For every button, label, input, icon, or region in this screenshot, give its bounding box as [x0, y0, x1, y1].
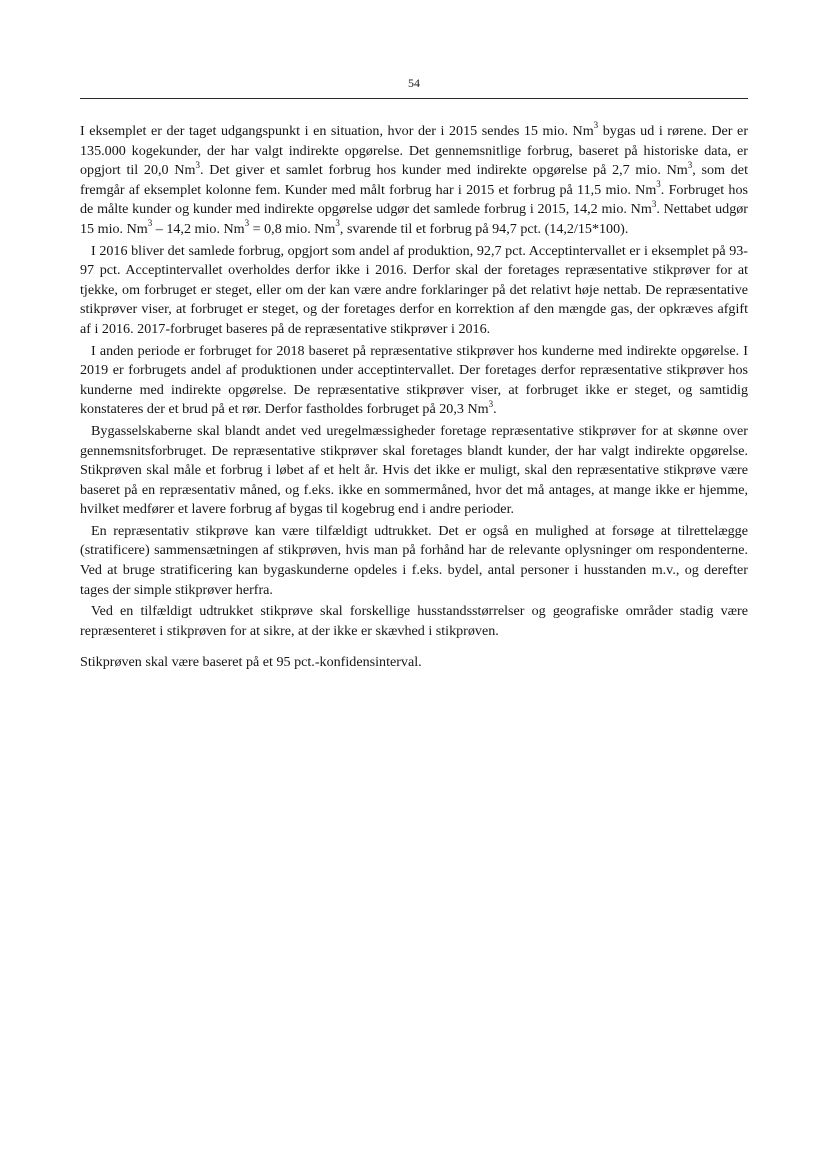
body-text: [80, 122, 748, 675]
superscript: 3: [147, 218, 153, 229]
paragraph-representative-sample: En repræsentativ stikprøve kan være tilfældigt udtrukket. Det er også en mulighed at forsøge at tilrettelægge (stratificere) sammensætningen af stikprøven, hvis man på forhånd har de relevante oplysninger om respondenterne. Ved at bruge stratificering kan bygaskunderne opdeles i f.eks. bydel, antal personer i husstanden m.v., og derefter tages der simple stikprøver herfra.: [80, 522, 748, 598]
paragraph-confidence-interval: Stikprøven skal være baseret på et 95 pct.-konfidensinterval.: [80, 654, 422, 671]
text-segment: bygas ud i rørene. Der er 135.000 kogekunder, der har valgt indirekte opgørelse. Det gennemsnitlige forbrug, baseret på historiske data, er opgjort til 20,0 Nm: [80, 123, 749, 179]
text-segment: I anden periode er forbruget for 2018 baseret på repræsentative stikprøver hos kunderne med indirekte opgørelse. I 2019 er forbrugets andel af produktionen under acceptintervallet. Der foretages derfor repræsentative stikprøver hos kunderne med indirekte opgørelse. De repræsentative stikprøver viser, at forbruget ikke er steget, og samtidig konstateres der et brud på et rør. Derfor fastholdes forbruget på 20,3 Nm: [80, 342, 748, 418]
text-segment: = 0,8 mio. Nm: [249, 220, 336, 237]
paragraph-gas-companies: Bygasselskaberne skal blandt andet ved uregelmæssigheder foretage repræsentative stikprøver for at skønne over gennemsnitsforbruget. De repræsentative stikprøver skal foretages blandt kunder, der har valgt indirekte opgørelse. Stikprøven skal måle et forbrug i løbet af et helt år. Hvis det ikke er muligt, skal den repræsentative stikprøve være baseret på en repræsentativ måned, og f.eks. ikke en sommermåned, hvor det må antages, at mange ikke er hjemme, hvilket medfører et lavere forbrug af bygas til kogebrug end i andre perioder.: [80, 422, 748, 518]
superscript: 3: [244, 218, 250, 229]
paragraph-example-2015: [80, 122, 748, 240]
superscript: 3: [656, 179, 661, 190]
superscript: 3: [651, 198, 657, 209]
superscript: 3: [687, 159, 693, 170]
text-segment: . Forbruget hos de målte kunder og kunder med indirekte opgørelse udgør det samlede forbrug i 2015, 14,2 mio. Nm: [80, 181, 748, 218]
page-number: 54: [408, 76, 420, 90]
text-segment: – 14,2 mio. Nm: [152, 220, 245, 237]
superscript: 3: [335, 218, 340, 229]
paragraph-second-period: [80, 342, 748, 420]
superscript: 3: [195, 159, 200, 170]
text-segment: I eksemplet er der taget udgangspunkt i en situation, hvor der i 2015 sendes 15 mio. Nm: [80, 123, 594, 139]
page-header: [80, 76, 748, 100]
header-divider: [80, 98, 748, 99]
text-segment: .: [493, 401, 497, 418]
paragraph-random-sample: Ved en tilfældigt udtrukket stikprøve skal forskellige husstandsstørrelser og geografiske områder stadig være repræsenteret i stikprøven for at sikre, at der ikke er skævhed i stikprøven.: [80, 603, 748, 639]
text-segment: . Det giver et samlet forbrug hos kunder med indirekte opgørelse på 2,7 mio. Nm: [199, 162, 688, 179]
superscript: 3: [488, 398, 494, 409]
text-segment: , som det fremgår af eksemplet kolonne fem. Kunder med målt forbrug har i 2015 et forbrug på 11,5 mio. Nm: [80, 162, 748, 198]
text-segment: , svarende til et forbrug på 94,7 pct. (14,2/15*100).: [339, 220, 629, 237]
paragraph-2016: I 2016 bliver det samlede forbrug, opgjort som andel af produktion, 92,7 pct. Acceptintervallet er i eksemplet på 93-97 pct. Acceptintervallet overholdes derfor ikke i 2016. Derfor skal der foretages repræsentative stikprøver for at tjekke, om forbruget er steget, eller om der kan være andre forklaringer på det relativt høje nettab. De repræsentative stikprøver viser, at forbruget er steget, og der foretages derfor en korrektion af den mængde gas, der opkræves afgift af i 2016. 2017-forbruget baseres på de repræsentative stikprøver i 2016.: [80, 242, 748, 337]
superscript: 3: [593, 120, 599, 131]
text-segment: . Nettabet udgør 15 mio. Nm: [80, 201, 748, 237]
